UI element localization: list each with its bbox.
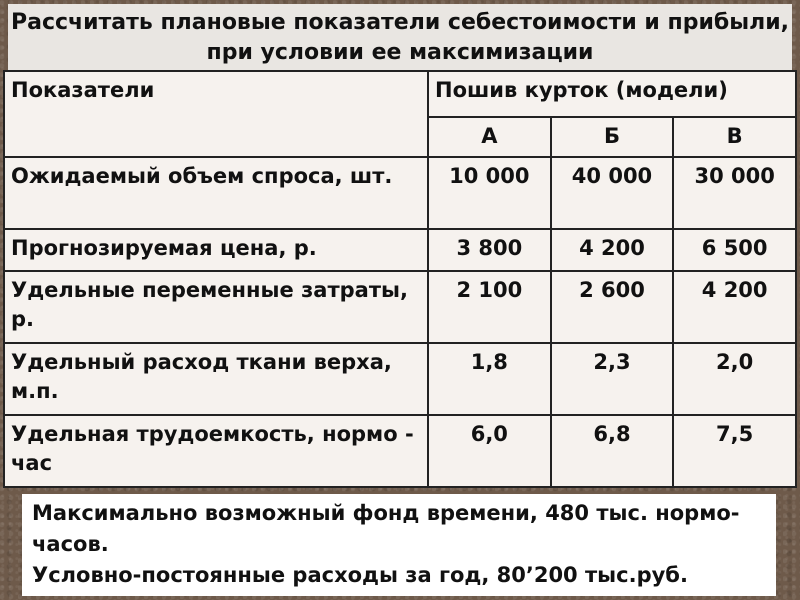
title-text: Рассчитать плановые показатели себестоимости и прибыли, при условии ее максимизации: [10, 10, 790, 65]
header-indicators: Показатели: [4, 71, 428, 157]
cell-value: 2 100: [428, 271, 551, 343]
row-label: Ожидаемый объем спроса, шт.: [4, 157, 428, 229]
fixed-costs-note: Условно-постоянные расходы за год, 80’200 тыс.руб.: [32, 563, 688, 587]
cell-value: 2,0: [673, 343, 796, 415]
cell-value: 6,0: [428, 415, 551, 487]
row-label: Удельные переменные затраты, р.: [4, 271, 428, 343]
cell-value: 2,3: [551, 343, 674, 415]
cell-value: 6 500: [673, 229, 796, 271]
header-model-v: В: [673, 117, 796, 157]
cell-value: 2 600: [551, 271, 674, 343]
row-label: Прогнозируемая цена, р.: [4, 229, 428, 271]
indicators-table: [3, 70, 797, 488]
cell-value: 6,8: [551, 415, 674, 487]
table-row: [4, 229, 796, 271]
slide-title: [8, 4, 792, 70]
cell-value: 10 000: [428, 157, 551, 229]
cell-value: 30 000: [673, 157, 796, 229]
header-model-b: Б: [551, 117, 674, 157]
row-label: Удельная трудоемкость, нормо - час: [4, 415, 428, 487]
cell-value: 40 000: [551, 157, 674, 229]
row-label: Удельный расход ткани верха, м.п.: [4, 343, 428, 415]
cell-value: 3 800: [428, 229, 551, 271]
table-row: [4, 415, 796, 487]
indicators-table-container: [3, 70, 797, 486]
table-row: [4, 271, 796, 343]
header-model-group: Пошив курток (модели): [428, 71, 796, 117]
table-row: [4, 343, 796, 415]
time-fund-note: Максимально возможный фонд времени, 480 тыс. нормо-часов.: [32, 501, 740, 556]
cell-value: 4 200: [673, 271, 796, 343]
cell-value: 1,8: [428, 343, 551, 415]
table-row: [4, 157, 796, 229]
cell-value: 4 200: [551, 229, 674, 271]
header-model-a: А: [428, 117, 551, 157]
cell-value: 7,5: [673, 415, 796, 487]
constraints-note: [22, 494, 776, 596]
